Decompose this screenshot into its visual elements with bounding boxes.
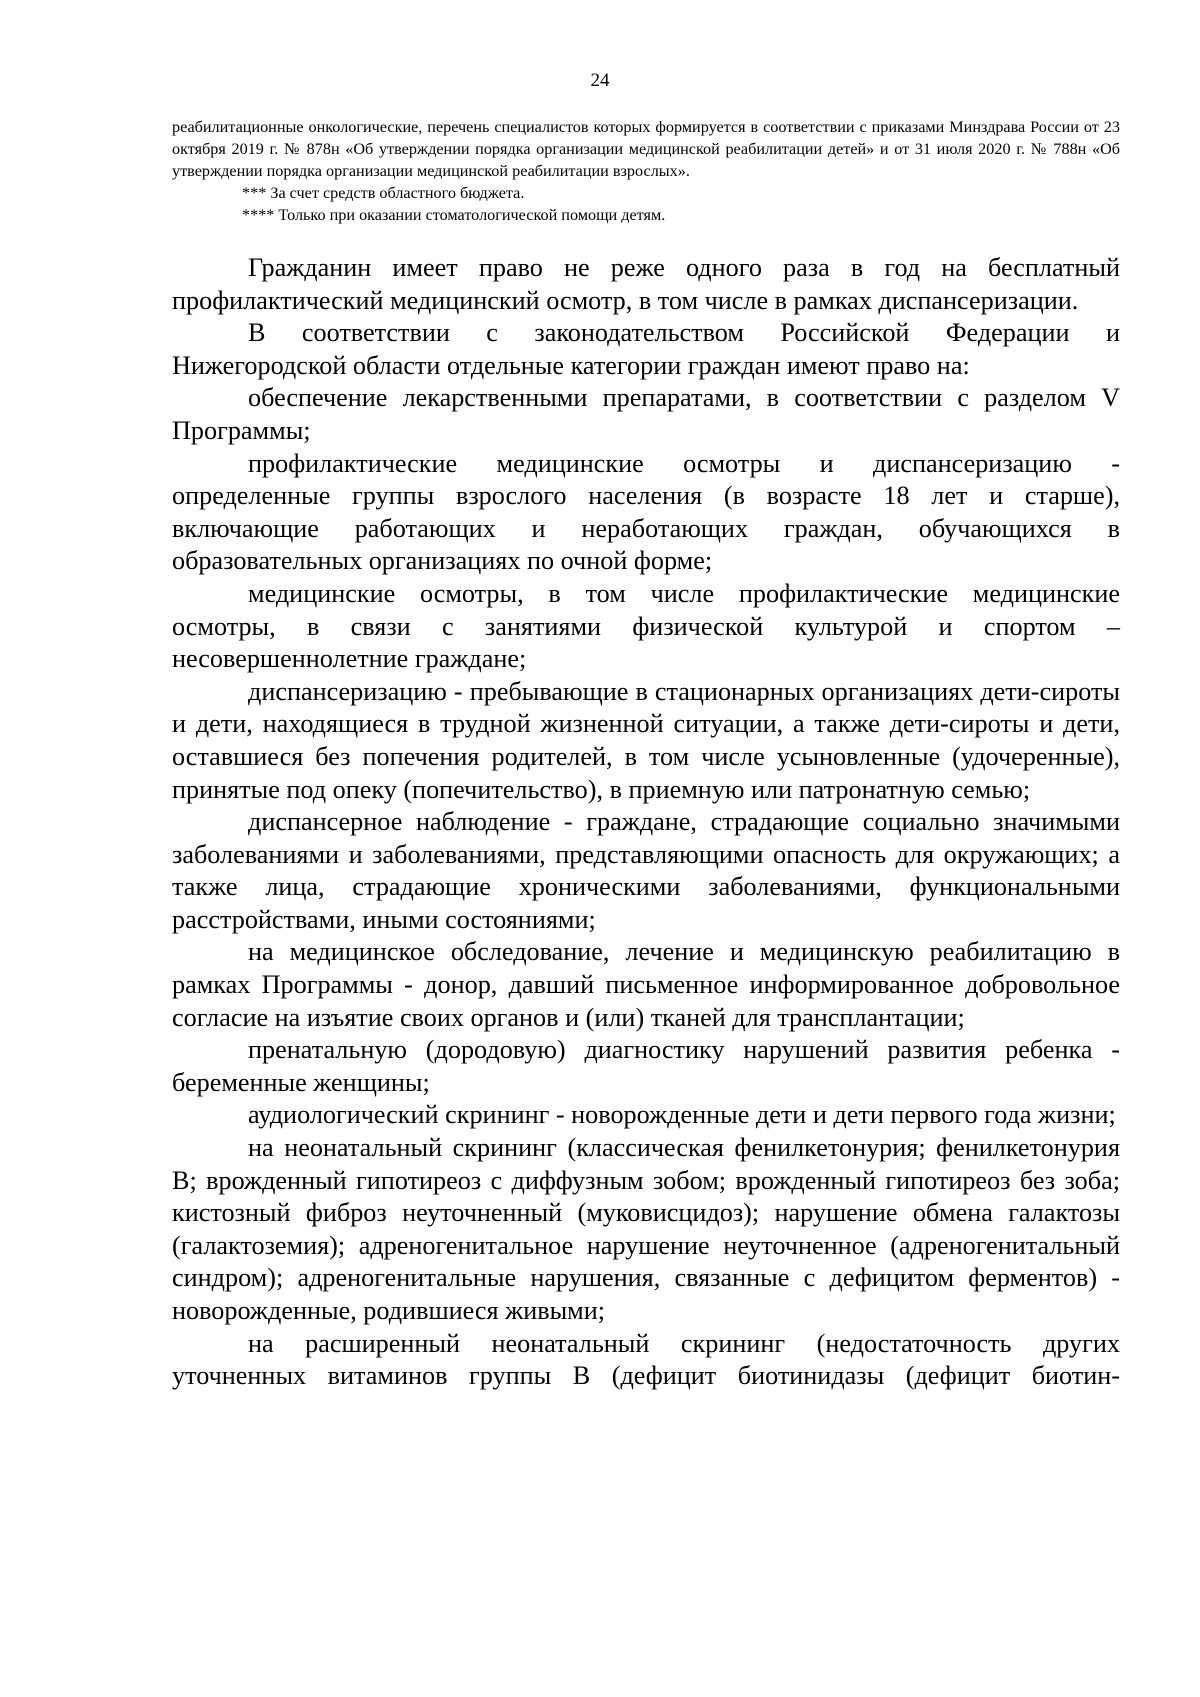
paragraph: на расширенный неонатальный скрининг (недостаточность других уточненных витаминов группы B (дефицит биотинидазы (дефицит биотин- [172,1328,1120,1391]
paragraph: профилактические медицинские осмотры и диспансеризацию - определенные группы взрослого населения (в возрасте 18 лет и старше), включающие работающих и неработающих граждан, обучающихся в образовательных организациях по очной форме; [172,448,1120,576]
footnotes [172,116,1120,226]
paragraph: диспансеризацию - пребывающие в стационарных организациях дети-сироты и дети, находящиеся в трудной жизненной ситуации, а также дети-сироты и дети, оставшиеся без попечения родителей, в том числе усыновленные (удочеренные), принятые под опеку (попечительство), в приемную или патронатную семью; [172,676,1120,804]
paragraph: пренатальную (дородовую) диагностику нарушений развития ребенка - беременные женщины; [172,1035,1120,1097]
paragraph: медицинские осмотры, в том числе профилактические медицинские осмотры, в связи с занятиями физической культурой и спортом – несовершеннолетние граждане; [172,578,1120,674]
paragraph: В соответствии с законодательством Российской Федерации и Нижегородской области отдельные категории граждан имеют право на: [172,318,1120,380]
paragraph: аудиологический скрининг - новорожденные дети и дети первого года жизни; [248,1100,1116,1130]
footnote-quad-star: **** Только при оказании стоматологической помощи детям. [242,206,666,224]
paragraph: на медицинское обследование, лечение и медицинскую реабилитацию в рамках Программы - донор, давший письменное информированное добровольное согласие на изъятие своих органов и (или) тканей для трансплантации; [172,937,1120,1032]
body-text [172,252,1120,1393]
paragraph: на неонатальный скрининг (классическая фенилкетонурия; фенилкетонурия B; врожденный гипотиреоз с диффузным зобом; врожденный гипотиреоз без зоба; кистозный фиброз неуточненный (муковисцидоз); нарушение обмена галактозы (галактоземия); адреногенитальное нарушение неуточненное (адреногенитальный синдром); адреногенитальные нарушения, связанные с дефицитом ферментов) - новорожденные, родившиеся живыми; [172,1133,1120,1325]
footnote-continuation: реабилитационные онкологические, перечень специалистов которых формируется в соответствии с приказами Минздрава России от 23 октября 2019 г. № 878н «Об утверждении порядка организации медицинской реабилитации детей» и от 31 июля 2020 г. № 788н «Об утверждении порядка организации медицинской реабилитации взрослых». [172,118,1120,180]
page-number: 24 [590,70,610,91]
paragraph: Гражданин имеет право не реже одного раза в год на бесплатный профилактический медицинский осмотр, в том числе в рамках диспансеризации. [172,253,1120,315]
footnote-triple-star: *** За счет средств областного бюджета. [242,184,525,202]
paragraph: обеспечение лекарственными препаратами, в соответствии с разделом V Программы; [172,383,1120,445]
paragraph: диспансерное наблюдение - граждане, страдающие социально значимыми заболеваниями и заболеваниями, представляющими опасность для окружающих; а также лица, страдающие хроническими заболеваниями, функциональными расстройствами, иными состояниями; [172,807,1120,934]
